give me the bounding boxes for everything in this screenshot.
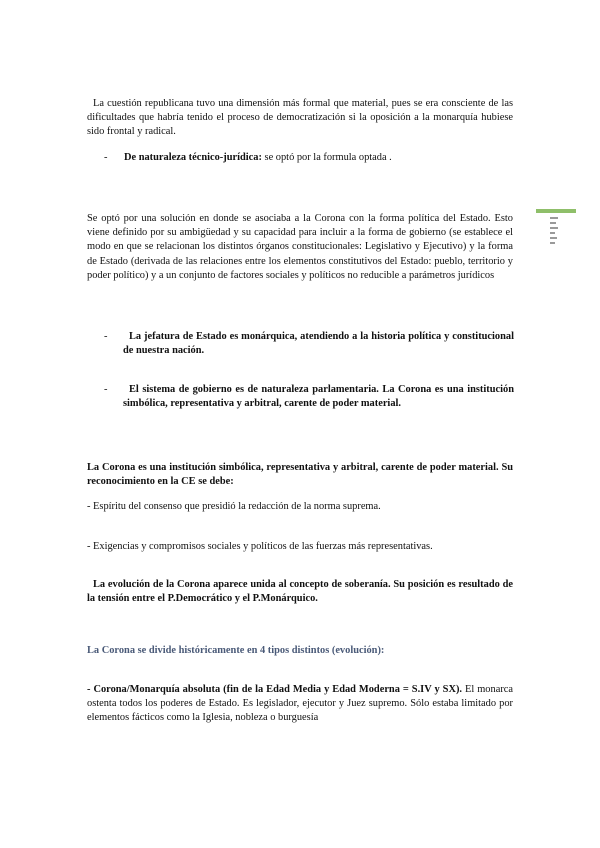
absolute-monarchy-label: - Corona/Monarquía absoluta (fin de la Edad Media y Edad Moderna = S.IV y SX).	[87, 684, 463, 695]
bullet-dash: -	[104, 331, 108, 342]
thumbnail-header-bar	[536, 209, 576, 213]
paragraph-republican-question: La cuestión republicana tuvo una dimensión más formal que material, pues se era consciente de las dificultades que habría tenido el proceso de democratización si la oposición a la monarquía hubiese sido frontal y radical.	[87, 98, 513, 138]
bullet-text: La jefatura de Estado es monárquica, atendiendo a la historia política y constitucional de nuestra nación.	[123, 331, 514, 357]
bullet-text: se optó por la formula optada .	[261, 152, 392, 163]
paragraph-demands: - Exigencias y compromisos sociales y políticos de las fuerzas más representativas.	[87, 541, 433, 552]
section-heading-types: La Corona se divide históricamente en 4 tipos distintos (evolución):	[87, 645, 385, 656]
paragraph-solution: Se optó por una solución en donde se asociaba a la Corona con la forma política del Estado. Esto viene definido por su ambigüedad y su capacidad para incluir a la forma de gobierno (se establece el modo en que se relacionan los distintos órganos constitucionales: Legislativo y Ejecutivo) y la forma de Estado (derivada de las relaciones entre los elementos constitutivos del Estado: pueblo, territorio y poder político) y a un conjunto de factores sociales y políticos no reducible a parámetros jurídicos	[87, 213, 513, 281]
paragraph-absolute-monarchy	[87, 683, 513, 726]
bullet-dash: -	[104, 384, 108, 395]
paragraph-consensus: - Espíritu del consenso que presidió la redacción de la norma suprema.	[87, 501, 381, 512]
page-thumbnail	[536, 209, 576, 251]
bullet-text: El sistema de gobierno es de naturaleza parlamentaria. La Corona es una institución simbólica, representativa y arbitral, carente de poder material.	[123, 384, 514, 410]
bullet-bold-label: De naturaleza técnico-jurídica:	[124, 152, 262, 163]
bullet-dash: -	[104, 152, 108, 163]
paragraph-evolution: La evolución de la Corona aparece unida al concepto de soberanía. Su posición es resultado de la tensión entre el P.Democrático y el P.Monárquico.	[87, 579, 513, 605]
paragraph-corona-institution: La Corona es una institución simbólica, representativa y arbitral, carente de poder material. Su reconocimiento en la CE se debe:	[87, 462, 513, 488]
absolute-monarchy-text: El monarca ostenta todos los poderes de Estado. Es legislador, ejecutor y Juez supremo. Sólo estaba limitado por elementos fácticos como la Iglesia, nobleza o burguesía	[87, 684, 513, 724]
